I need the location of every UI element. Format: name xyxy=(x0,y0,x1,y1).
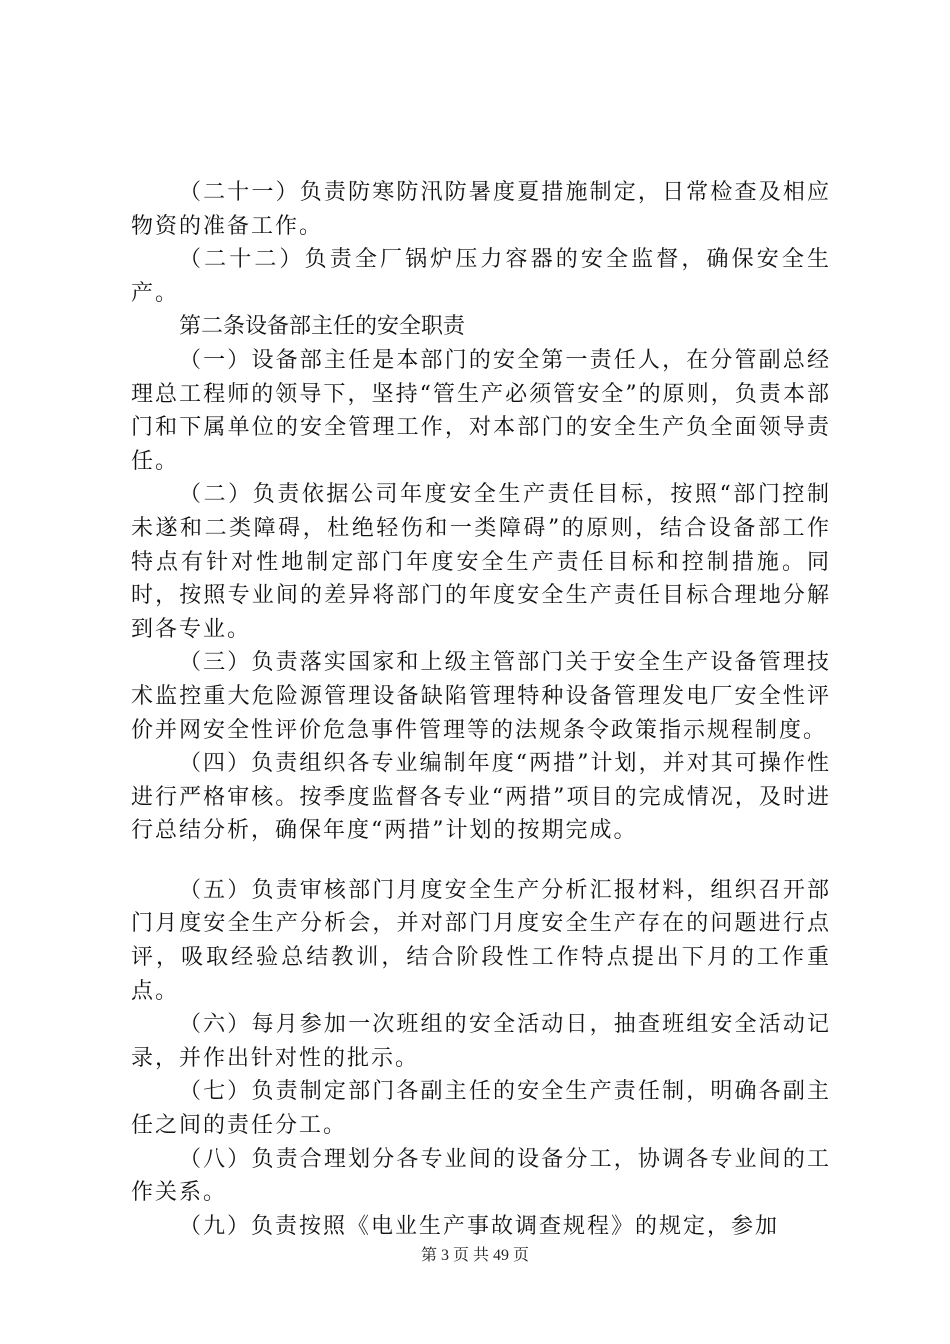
paragraph-1: （一）设备部主任是本部门的安全第一责任人，在分管副总经理总工程师的领导下，坚持“管生产必须管安全”的原则，负责本部门和下属单位的安全管理工作，对本部门的安全生产负全面领导责任。 xyxy=(131,347,831,474)
paragraph-6: （六）每月参加一次班组的安全活动日，抽查班组安全活动记录，并作出针对性的批示。 xyxy=(131,1012,831,1071)
paragraph-5: （五）负责审核部门月度安全生产分析汇报材料，组织召开部门月度安全生产分析会，并对部门月度安全生产存在的问题进行点评，吸取经验总结教训，结合阶段性工作特点提出下月的工作重点。 xyxy=(131,877,831,1004)
page-footer: 第 3 页 共 49 页 xyxy=(420,1247,529,1264)
paragraph-21: （二十一）负责防寒防汛防暑度夏措施制定，日常检查及相应物资的准备工作。 xyxy=(131,180,831,239)
paragraph-4: （四）负责组织各专业编制年度“两措”计划，并对其可操作性进行严格审核。按季度监督各专业“两措”项目的完成情况，及时进行总结分析，确保年度“两措”计划的按期完成。 xyxy=(131,751,831,844)
paragraph-22: （二十二）负责全厂锅炉压力容器的安全监督，确保安全生产。 xyxy=(131,247,831,306)
paragraph-9: （九）负责按照《电业生产事故调查规程》的规定，参加 xyxy=(179,1213,780,1239)
paragraph-2: （二）负责依据公司年度安全生产责任目标，按照“部门控制未遂和二类障碍，杜绝轻伤和一类障碍”的原则，结合设备部工作特点有针对性地制定部门年度安全生产责任目标和控制措施。同时，按照专业间的差异将部门的年度安全生产责任目标合理地分解到各专业。 xyxy=(131,482,831,642)
paragraph-7: （七）负责制定部门各副主任的安全生产责任制，明确各副主任之间的责任分工。 xyxy=(131,1079,831,1139)
section-heading: 第二条设备部主任的安全职责 xyxy=(179,314,466,340)
paragraph-3: （三）负责落实国家和上级主管部门关于安全生产设备管理技术监控重大危险源管理设备缺陷管理特种设备管理发电厂安全性评价并网安全性评价危急事件管理等的法规条令政策指示规程制度。 xyxy=(131,650,831,743)
document-body xyxy=(131,176,831,1243)
paragraph-8: （八）负责合理划分各专业间的设备分工，协调各专业间的工作关系。 xyxy=(131,1146,831,1206)
